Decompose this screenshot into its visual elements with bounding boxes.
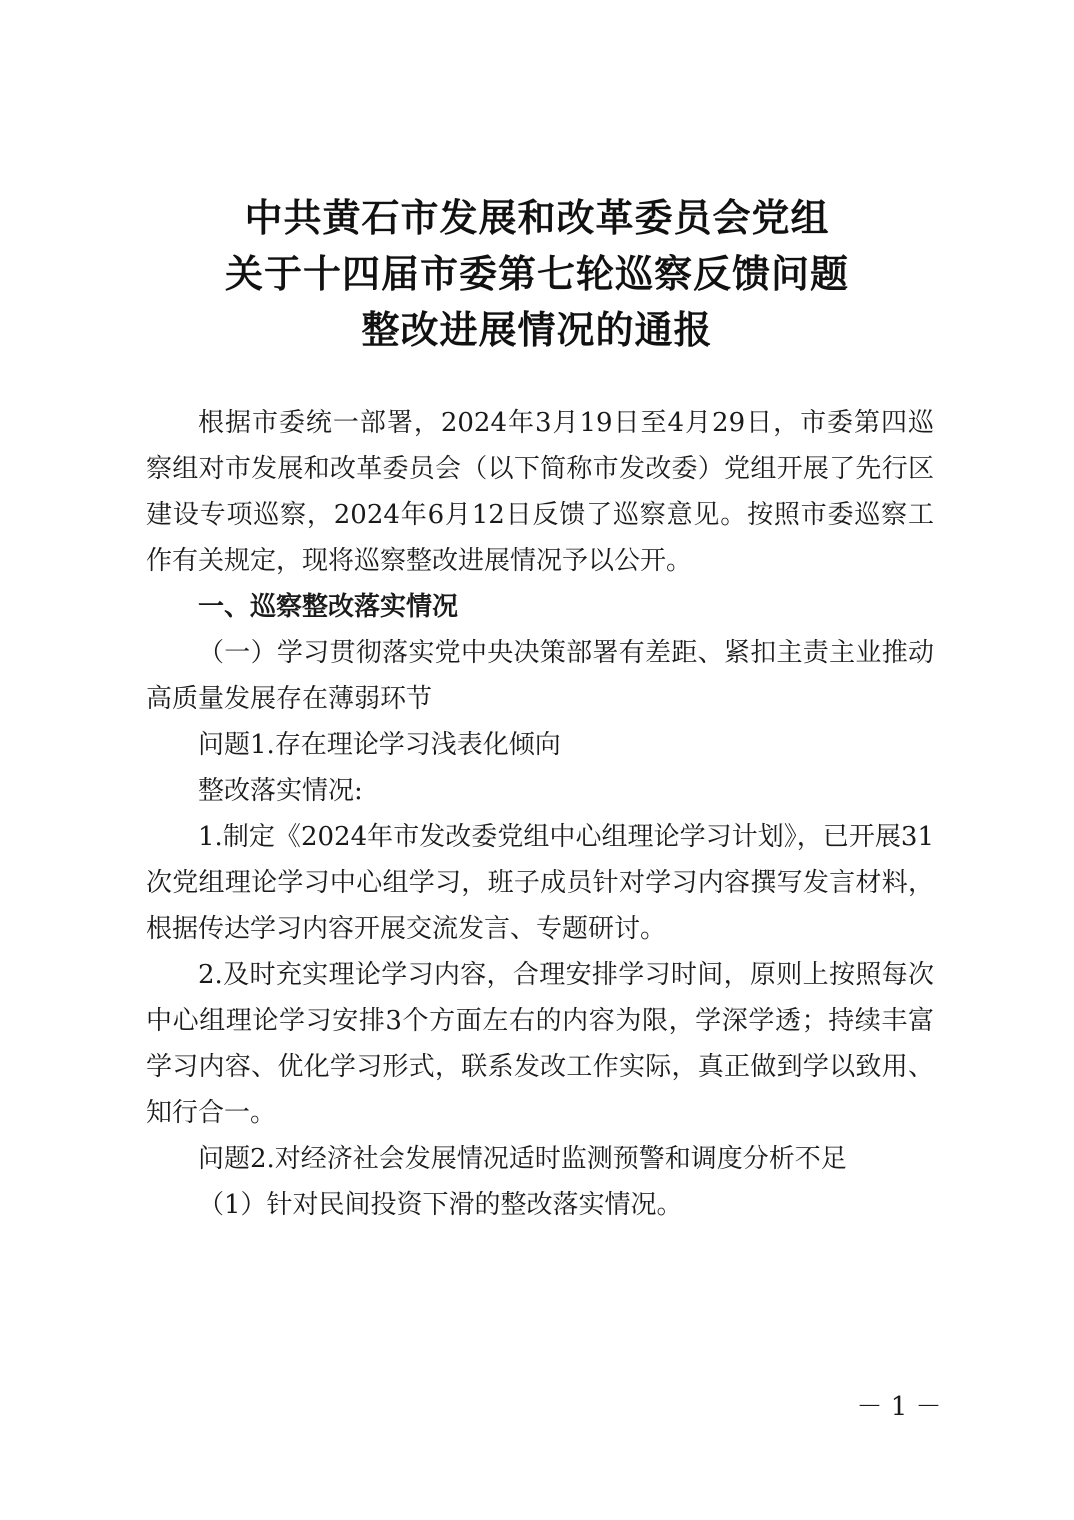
title-line-3: 整改进展情况的通报: [361, 307, 713, 352]
issue-2-subitem-1: （1）针对民间投资下滑的整改落实情况。: [198, 1190, 683, 1220]
title-line-2: 关于十四届市委第七轮巡察反馈问题: [224, 251, 849, 296]
page-number: － 1 －: [856, 1392, 942, 1422]
intro-paragraph: 根据市委统一部署，2024年3月19日至4月29日，市委第四巡察组对市发展和改革委员会（以下简称市发改委）党组开展了先行区建设专项巡察，2024年6月12日反馈了巡察意见。按照市委巡察工作有关规定，现将巡察整改进展情况予以公开。: [146, 408, 934, 576]
title-line-1: 中共黄石市发展和改革委员会党组: [244, 195, 830, 240]
document-title: [0, 190, 1074, 358]
subsection-heading: （一）学习贯彻落实党中央决策部署有差距、紧扣主责主业推动高质量发展存在薄弱环节: [146, 638, 934, 714]
document-body: [146, 400, 934, 1228]
rectification-item-1: 1.制定《2024年市发改委党组中心组理论学习计划》，已开展31次党组理论学习中心组学习，班子成员针对学习内容撰写发言材料，根据传达学习内容开展交流发言、专题研讨。: [146, 822, 934, 944]
rectification-label: 整改落实情况:: [198, 776, 363, 806]
issue-2-heading: 问题2.对经济社会发展情况适时监测预警和调度分析不足: [198, 1144, 847, 1174]
rectification-item-2: 2.及时充实理论学习内容，合理安排学习时间，原则上按照每次中心组理论学习安排3个方面左右的内容为限，学深学透；持续丰富学习内容、优化学习形式，联系发改工作实际，真正做到学以致用、知行合一。: [146, 960, 934, 1128]
section-heading: 一、巡察整改落实情况: [198, 592, 459, 622]
issue-1-heading: 问题1.存在理论学习浅表化倾向: [198, 730, 561, 760]
